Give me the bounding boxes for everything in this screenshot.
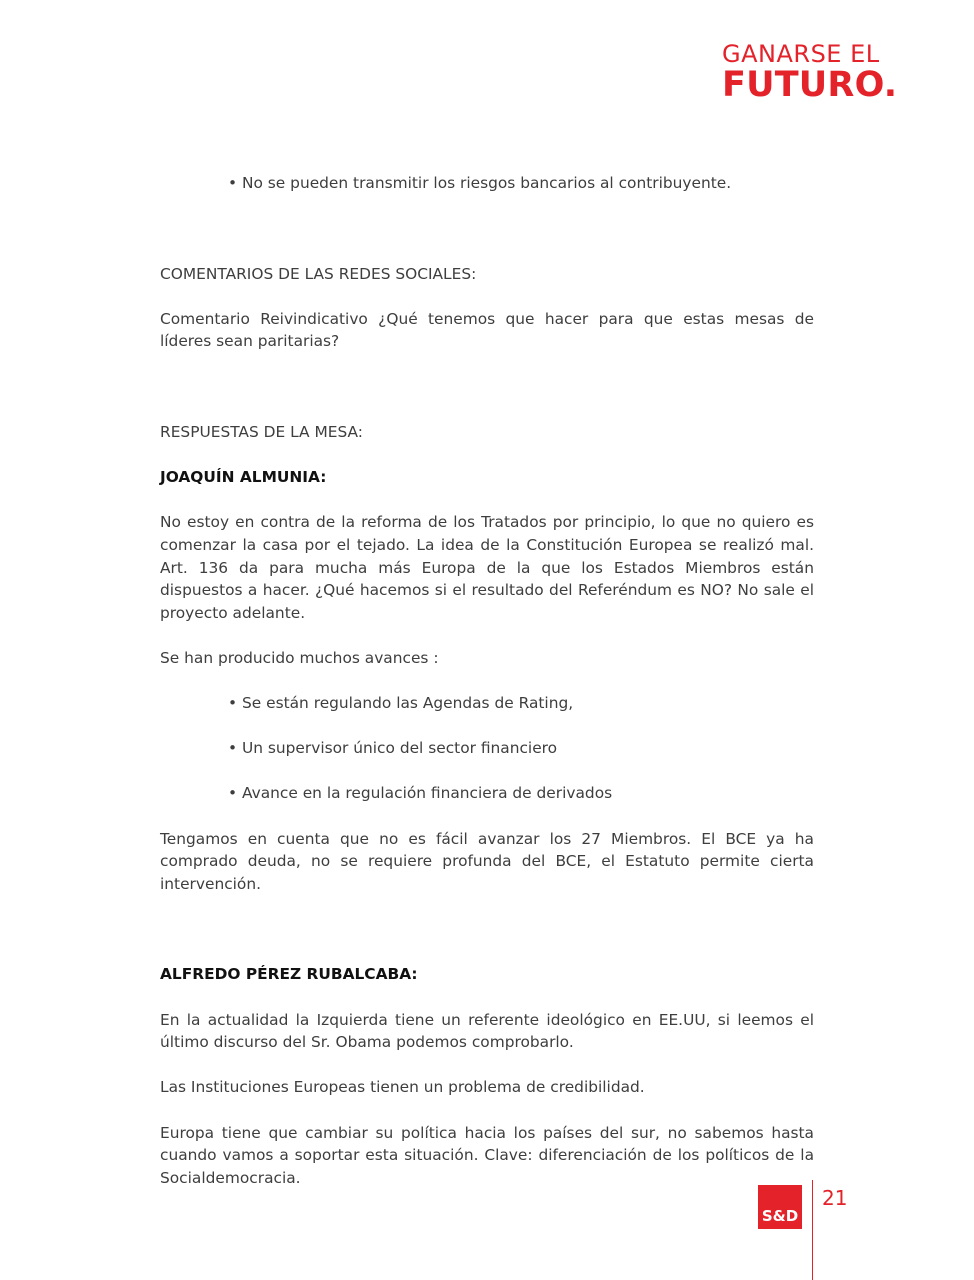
logo-line-1: GANARSE EL xyxy=(722,40,880,68)
party-logo: S&D xyxy=(758,1185,802,1229)
paragraph: Tengamos en cuenta que no es fácil avanzar los 27 Miembros. El BCE ya ha comprado deuda, no se requiere profunda del BCE, el Estatuto permite cierta intervención. xyxy=(160,829,814,893)
page-number: 21 xyxy=(822,1186,848,1210)
footer-divider xyxy=(812,1180,813,1280)
bullet-item: • Avance en la regulación financiera de derivados xyxy=(228,784,613,803)
bullet-item: • Se están regulando las Agendas de Rating, xyxy=(228,694,574,713)
speaker-heading-almunia: JOAQUÍN ALMUNIA: xyxy=(160,468,327,487)
social-comment: Comentario Reivindicativo ¿Qué tenemos que hacer para que estas mesas de líderes sean paritarias? xyxy=(160,309,814,351)
page-content xyxy=(160,172,814,1189)
paragraph: No estoy en contra de la reforma de los Tratados por principio, lo que no quiero es comenzar la casa por el tejado. La idea de la Constitución Europea se realizó mal. Art. 136 da para mucha más Europa de la que los Estados Miembros están dispuestos a hacer. ¿Qué hacemos si el resultado del Referéndum es NO? No sale el proyecto adelante. xyxy=(160,513,814,622)
logo-line-2: FUTURO. xyxy=(722,65,898,105)
paragraph: Las Instituciones Europeas tienen un problema de credibilidad. xyxy=(160,1078,645,1097)
speaker-heading-rubalcaba: ALFREDO PÉREZ RUBALCABA: xyxy=(160,965,418,984)
bullet-item: • No se pueden transmitir los riesgos bancarios al contribuyente. xyxy=(228,174,732,192)
answers-heading: RESPUESTAS DE LA MESA: xyxy=(160,422,363,441)
bullet-item: • Un supervisor único del sector financiero xyxy=(228,739,558,758)
campaign-logo xyxy=(722,42,897,104)
paragraph: Europa tiene que cambiar su política hacia los países del sur, no sabemos hasta cuando vamos a soportar esta situación. Clave: diferenciación de los políticos de la Socialdemocracia. xyxy=(160,1123,814,1187)
paragraph: En la actualidad la Izquierda tiene un referente ideológico en EE.UU, si leemos el último discurso del Sr. Obama podemos comprobarlo. xyxy=(160,1010,814,1052)
social-heading: COMENTARIOS DE LAS REDES SOCIALES: xyxy=(160,264,477,283)
paragraph: Se han producido muchos avances : xyxy=(160,648,439,667)
